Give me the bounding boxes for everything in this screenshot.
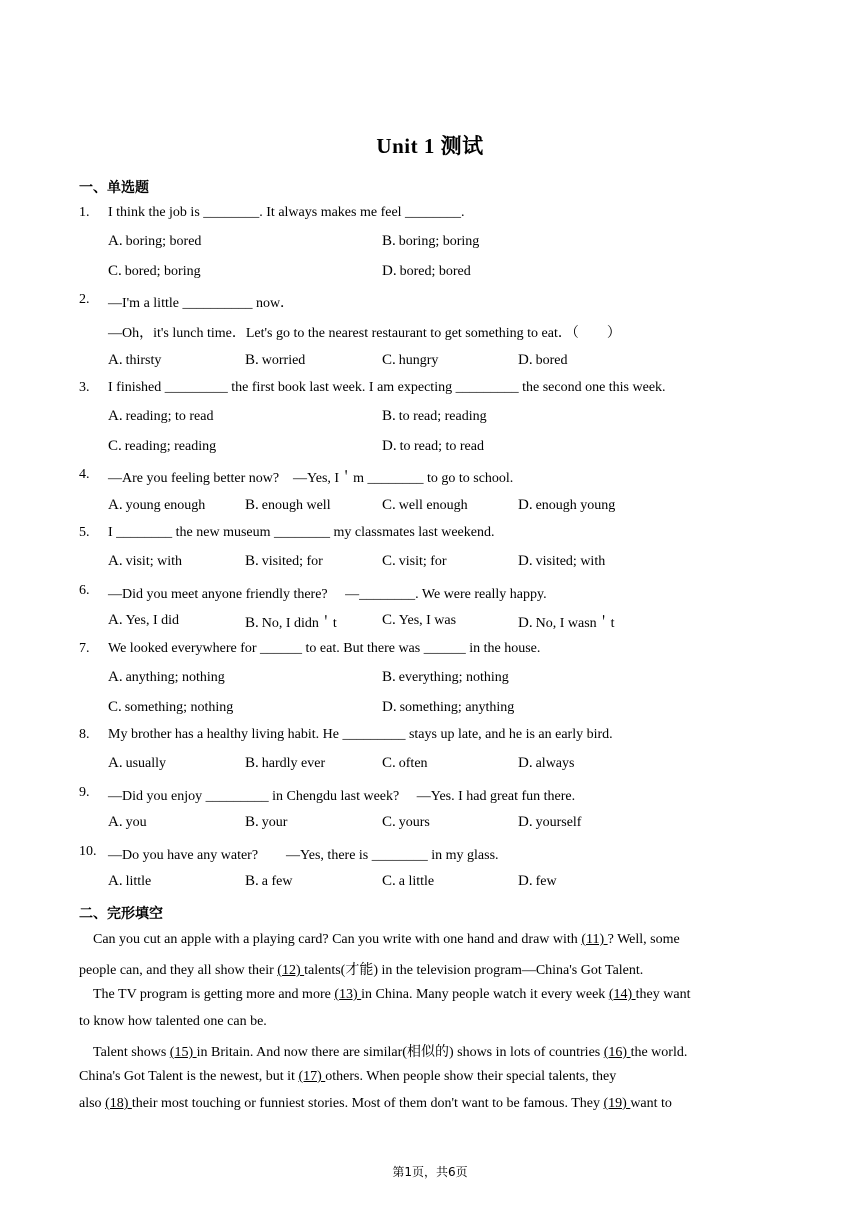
section-heading-cloze: 二、完形填空 — [79, 906, 163, 922]
answer-option[interactable] — [108, 408, 213, 425]
option-text: boring; bored — [125, 234, 202, 249]
option-letter: C. — [382, 612, 396, 628]
section-heading-single-choice: 一、单选题 — [79, 180, 149, 196]
question-text: —Do you have any water? —Yes, there is ________ in my glass. — [108, 848, 499, 863]
passage-text: people can, and they all show their — [79, 963, 278, 978]
option-text: boring; boring — [398, 234, 480, 249]
cloze-blank[interactable]: (17) — [298, 1069, 326, 1084]
option-letter: A. — [108, 755, 123, 771]
answer-option[interactable] — [108, 438, 216, 455]
passage-text: in China. Many people watch it every week — [361, 987, 609, 1002]
passage-text: China's Got Talent is the newest, but it — [79, 1069, 299, 1084]
option-letter: A. — [108, 814, 123, 830]
passage-text: talents(才能) in the television program—China's Got Talent. — [304, 963, 644, 978]
passage-text: want to — [630, 1096, 672, 1111]
answer-option[interactable] — [245, 612, 337, 632]
answer-option[interactable] — [108, 612, 179, 629]
question-number: 3. — [79, 380, 90, 395]
cloze-blank[interactable]: (11) — [581, 932, 608, 947]
answer-option[interactable] — [245, 352, 305, 369]
question-text: I ________ the new museum ________ my classmates last weekend. — [108, 525, 495, 540]
answer-option[interactable] — [245, 497, 331, 514]
passage-line — [79, 1096, 672, 1112]
option-text: usually — [125, 756, 167, 771]
option-letter: D. — [518, 497, 533, 513]
answer-option[interactable] — [108, 755, 166, 772]
option-text: bored; bored — [399, 264, 471, 279]
cloze-blank[interactable]: (13) — [334, 987, 362, 1002]
answer-option[interactable] — [518, 873, 557, 890]
option-text: Yes, I was — [398, 613, 457, 628]
option-letter: B. — [245, 615, 259, 631]
option-letter: A. — [108, 497, 123, 513]
option-letter: D. — [382, 699, 397, 715]
option-letter: C. — [382, 352, 396, 368]
question-number: 4. — [79, 467, 90, 482]
question-text: I think the job is ________. It always makes me feel ________. — [108, 205, 465, 220]
question-number: 8. — [79, 727, 90, 742]
option-text: yours — [398, 815, 430, 830]
passage-text: The TV program is getting more and more — [93, 987, 335, 1002]
answer-option[interactable] — [382, 408, 487, 425]
answer-option[interactable] — [382, 612, 456, 629]
option-letter: A. — [108, 553, 123, 569]
cloze-blank[interactable]: (18) — [105, 1096, 132, 1111]
option-letter: A. — [108, 408, 123, 424]
passage-text: Talent shows — [93, 1045, 170, 1060]
question-number: 10. — [79, 844, 97, 859]
passage-line — [79, 959, 643, 979]
question-text: —Did you meet anyone friendly there? —________. We were really happy. — [108, 587, 547, 602]
option-letter: D. — [518, 352, 533, 368]
option-letter: C. — [382, 755, 396, 771]
answer-option[interactable] — [518, 612, 615, 632]
page-footer: 第1页，共6页 — [392, 1165, 468, 1179]
option-text: often — [398, 756, 428, 771]
question-text: —Are you feeling better now? —Yes, I＇m ________ to go to school. — [108, 471, 514, 486]
answer-option[interactable] — [108, 497, 205, 514]
passage-text: their most touching or funniest stories. Most of them don't want to be famous. They — [131, 1096, 604, 1111]
option-letter: B. — [245, 814, 259, 830]
answer-option[interactable] — [518, 755, 574, 772]
option-text: reading; to read — [125, 409, 214, 424]
option-text: hungry — [398, 353, 439, 368]
answer-option[interactable] — [245, 814, 287, 831]
answer-option[interactable] — [245, 755, 325, 772]
option-text: little — [125, 874, 152, 889]
option-letter: A. — [108, 669, 123, 685]
option-letter: D. — [518, 814, 533, 830]
answer-option[interactable] — [108, 263, 201, 280]
passage-line — [79, 1014, 267, 1030]
question-text: —Oh，it's lunch time．Let's go to the nearest restaurant to get something to eat．（ ） — [108, 326, 621, 341]
answer-option[interactable] — [518, 352, 567, 369]
option-text: No, I wasn＇t — [535, 616, 615, 631]
option-letter: B. — [245, 553, 259, 569]
answer-option[interactable] — [245, 553, 323, 570]
option-text: bored — [535, 353, 568, 368]
passage-text: also — [79, 1096, 106, 1111]
option-letter: A. — [108, 233, 123, 249]
cloze-blank[interactable]: (12) — [277, 963, 305, 978]
option-letter: B. — [245, 873, 259, 889]
answer-option[interactable] — [382, 669, 509, 686]
option-letter: B. — [245, 352, 259, 368]
option-text: worried — [261, 353, 306, 368]
option-text: No, I didn＇t — [261, 616, 337, 631]
cloze-blank[interactable]: (19) — [603, 1096, 631, 1111]
answer-option[interactable] — [518, 814, 581, 831]
answer-option[interactable] — [382, 814, 430, 831]
answer-option[interactable] — [108, 814, 147, 831]
answer-option[interactable] — [518, 553, 605, 570]
passage-text: the world. — [630, 1045, 688, 1060]
option-letter: D. — [382, 263, 397, 279]
option-letter: C. — [382, 873, 396, 889]
passage-line — [93, 932, 680, 948]
option-text: yourself — [535, 815, 582, 830]
option-text: something; nothing — [124, 700, 234, 715]
option-text: enough young — [535, 498, 616, 513]
answer-option[interactable] — [382, 755, 428, 772]
answer-option[interactable] — [382, 497, 468, 514]
answer-option[interactable] — [518, 497, 615, 514]
question-number: 7. — [79, 641, 90, 656]
option-text: a little — [398, 874, 435, 889]
answer-option[interactable] — [108, 233, 201, 250]
question-text: —I'm a little __________ now． — [108, 296, 295, 311]
passage-text: Can you cut an apple with a playing card? Can you write with one hand and draw with — [93, 932, 582, 947]
option-text: a few — [261, 874, 293, 889]
question-text: My brother has a healthy living habit. He _________ stays up late, and he is an early bird. — [108, 727, 613, 742]
option-text: young enough — [125, 498, 206, 513]
option-letter: D. — [518, 615, 533, 631]
option-text: to read; to read — [399, 439, 484, 454]
option-text: bored; boring — [124, 264, 201, 279]
option-text: reading; reading — [124, 439, 217, 454]
option-text: visit; with — [125, 554, 182, 569]
answer-option[interactable] — [382, 438, 484, 455]
option-text: enough well — [261, 498, 331, 513]
option-text: visited; with — [535, 554, 606, 569]
question-text: I finished _________ the first book last week. I am expecting _________ the second one this week. — [108, 380, 666, 395]
option-text: Yes, I did — [125, 613, 180, 628]
answer-option[interactable] — [108, 669, 225, 686]
passage-text: ? Well, some — [607, 932, 680, 947]
option-letter: C. — [382, 553, 396, 569]
option-text: everything; nothing — [398, 670, 509, 685]
option-letter: A. — [108, 873, 123, 889]
option-text: always — [535, 756, 575, 771]
answer-option[interactable] — [382, 352, 438, 369]
option-letter: B. — [245, 755, 259, 771]
passage-line — [93, 1041, 687, 1061]
option-text: hardly ever — [261, 756, 326, 771]
option-letter: C. — [108, 263, 122, 279]
option-text: visited; for — [261, 554, 323, 569]
answer-option[interactable] — [382, 263, 471, 280]
cloze-blank[interactable]: (14) — [608, 987, 636, 1002]
option-letter: B. — [382, 408, 396, 424]
option-text: well enough — [398, 498, 468, 513]
cloze-blank[interactable]: (16) — [603, 1045, 631, 1060]
option-text: your — [261, 815, 288, 830]
question-text: We looked everywhere for ______ to eat. But there was ______ in the house. — [108, 641, 541, 656]
option-text: something; anything — [399, 700, 515, 715]
answer-option[interactable] — [108, 699, 233, 716]
option-letter: D. — [518, 755, 533, 771]
answer-option[interactable] — [108, 352, 161, 369]
option-letter: C. — [108, 699, 122, 715]
answer-option[interactable] — [382, 553, 447, 570]
option-text: anything; nothing — [125, 670, 225, 685]
passage-text: others. When people show their special talents, they — [325, 1069, 617, 1084]
passage-text: to know how talented one can be. — [79, 1014, 267, 1029]
passage-line — [79, 1069, 616, 1085]
option-letter: D. — [518, 553, 533, 569]
option-text: thirsty — [125, 353, 162, 368]
question-number: 1. — [79, 205, 90, 220]
cloze-blank[interactable]: (15) — [169, 1045, 197, 1060]
passage-text: in Britain. And now there are similar(相似的) shows in lots of countries — [196, 1045, 604, 1060]
answer-option[interactable] — [382, 233, 479, 250]
passage-text: they want — [635, 987, 691, 1002]
option-letter: C. — [382, 497, 396, 513]
passage-line — [93, 987, 690, 1003]
option-letter: D. — [518, 873, 533, 889]
option-letter: D. — [382, 438, 397, 454]
option-text: you — [125, 815, 147, 830]
page-title: Unit 1 测试 — [376, 134, 484, 158]
answer-option[interactable] — [382, 699, 514, 716]
answer-option[interactable] — [245, 873, 292, 890]
option-letter: B. — [245, 497, 259, 513]
question-number: 6. — [79, 583, 90, 598]
question-text: —Did you enjoy _________ in Chengdu last week? —Yes. I had great fun there. — [108, 789, 576, 804]
option-letter: A. — [108, 352, 123, 368]
option-letter: A. — [108, 612, 123, 628]
option-letter: B. — [382, 669, 396, 685]
answer-option[interactable] — [108, 553, 182, 570]
option-text: to read; reading — [398, 409, 487, 424]
option-letter: B. — [382, 233, 396, 249]
option-letter: C. — [382, 814, 396, 830]
option-letter: C. — [108, 438, 122, 454]
answer-option[interactable] — [382, 873, 434, 890]
option-text: few — [535, 874, 557, 889]
question-number: 2. — [79, 292, 90, 307]
question-number: 5. — [79, 525, 90, 540]
question-number: 9. — [79, 785, 90, 800]
answer-option[interactable] — [108, 873, 151, 890]
option-text: visit; for — [398, 554, 447, 569]
